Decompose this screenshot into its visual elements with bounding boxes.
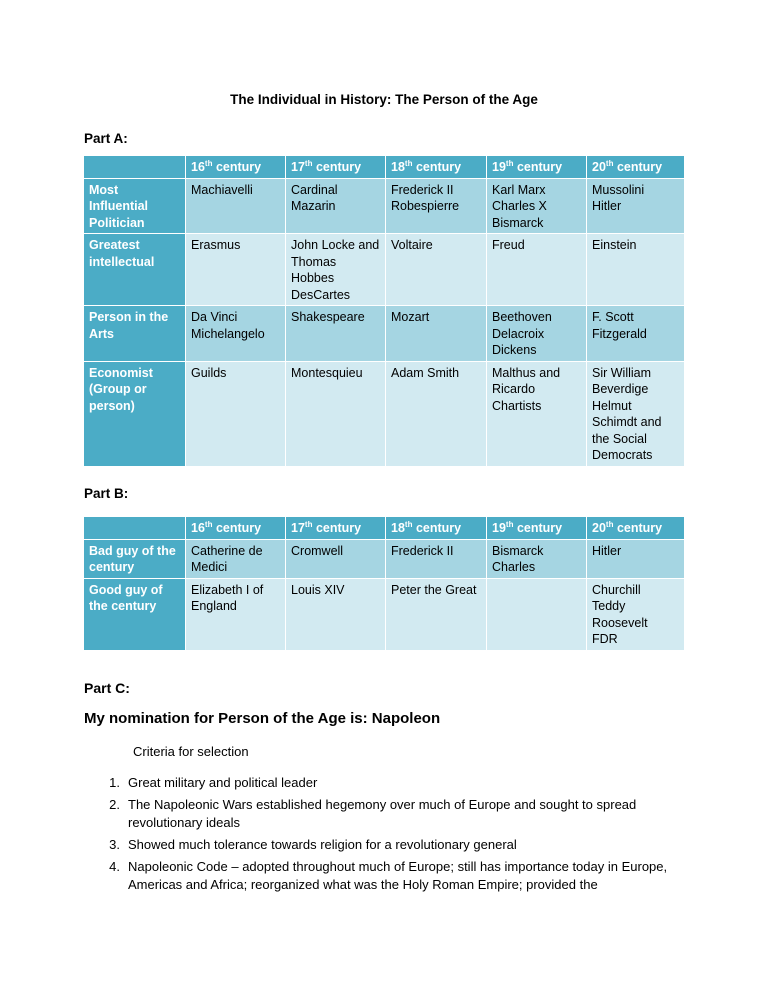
table-cell: Adam Smith: [386, 362, 487, 467]
part-b-table: [84, 517, 685, 651]
table-cell: Malthus and Ricardo Chartists: [487, 362, 587, 467]
column-header: 19th century: [487, 517, 587, 540]
column-header: 20th century: [587, 156, 685, 179]
table-corner-cell: [84, 517, 186, 540]
table-row: [84, 540, 685, 579]
column-header: 16th century: [186, 156, 286, 179]
table-cell: Guilds: [186, 362, 286, 467]
column-header: 18th century: [386, 156, 487, 179]
column-header: 17th century: [286, 517, 386, 540]
column-header: 16th century: [186, 517, 286, 540]
table-cell: Shakespeare: [286, 306, 386, 362]
table-cell: John Locke and Thomas Hobbes DesCartes: [286, 234, 386, 306]
column-header: 18th century: [386, 517, 487, 540]
table-cell: Frederick II: [386, 540, 487, 579]
row-header: Economist (Group or person): [84, 362, 186, 467]
part-b-header-row: [84, 517, 685, 540]
table-cell: Beethoven Delacroix Dickens: [487, 306, 587, 362]
part-b-label: Part B:: [84, 486, 129, 501]
table-cell: Peter the Great: [386, 579, 487, 651]
part-a-header-row: [84, 156, 685, 179]
table-cell: [487, 579, 587, 651]
table-cell: Cardinal Mazarin: [286, 179, 386, 235]
table-cell: Mussolini Hitler: [587, 179, 685, 235]
table-cell: Erasmus: [186, 234, 286, 306]
nomination-heading: My nomination for Person of the Age is: Napoleon: [84, 710, 441, 727]
column-header: 20th century: [587, 517, 685, 540]
table-cell: Montesquieu: [286, 362, 386, 467]
part-c-label: Part C:: [84, 680, 130, 696]
table-cell: Cromwell: [286, 540, 386, 579]
row-header: Bad guy of the century: [84, 540, 186, 579]
row-header: Greatest intellectual: [84, 234, 186, 306]
row-header: Most Influential Politician: [84, 179, 186, 235]
row-header: Person in the Arts: [84, 306, 186, 362]
table-cell: Karl Marx Charles X Bismarck: [487, 179, 587, 235]
table-cell: Elizabeth I of England: [186, 579, 286, 651]
table-cell: Catherine de Medici: [186, 540, 286, 579]
table-cell: Bismarck Charles: [487, 540, 587, 579]
table-row: [84, 362, 685, 467]
table-row: [84, 234, 685, 306]
column-header: 19th century: [487, 156, 587, 179]
row-header: Good guy of the century: [84, 579, 186, 651]
part-a-table: [84, 156, 685, 467]
table-cell: Hitler: [587, 540, 685, 579]
table-cell: Sir William Beverdige Helmut Schimdt and the Social Democrats: [587, 362, 685, 467]
table-cell: Mozart: [386, 306, 487, 362]
table-cell: F. Scott Fitzgerald: [587, 306, 685, 362]
table-cell: Louis XIV: [286, 579, 386, 651]
table-cell: Voltaire: [386, 234, 487, 306]
list-item: 4. Napoleonic Code – adopted throughout much of Europe; still has importance today in Europe, Americas and Africa; reorganized what was the Holy Roman Empire; provided the: [109, 859, 668, 892]
list-item: 1. Great military and political leader: [109, 775, 318, 790]
table-cell: Einstein: [587, 234, 685, 306]
table-cell: Freud: [487, 234, 587, 306]
table-cell: Da Vinci Michelangelo: [186, 306, 286, 362]
table-row: [84, 306, 685, 362]
criteria-label: Criteria for selection: [133, 744, 249, 759]
table-corner-cell: [84, 156, 186, 179]
list-item: 3. Showed much tolerance towards religion for a revolutionary general: [109, 837, 517, 852]
column-header: 17th century: [286, 156, 386, 179]
table-row: [84, 579, 685, 651]
list-item: 2. The Napoleonic Wars established hegemony over much of Europe and sought to spread revolutionary ideals: [109, 797, 637, 830]
table-cell: Frederick II Robespierre: [386, 179, 487, 235]
table-row: [84, 179, 685, 235]
document-title: The Individual in History: The Person of the Age: [230, 92, 538, 107]
table-cell: Machiavelli: [186, 179, 286, 235]
criteria-list: [84, 774, 704, 898]
part-a-label: Part A:: [84, 131, 128, 146]
table-cell: Churchill Teddy Roosevelt FDR: [587, 579, 685, 651]
